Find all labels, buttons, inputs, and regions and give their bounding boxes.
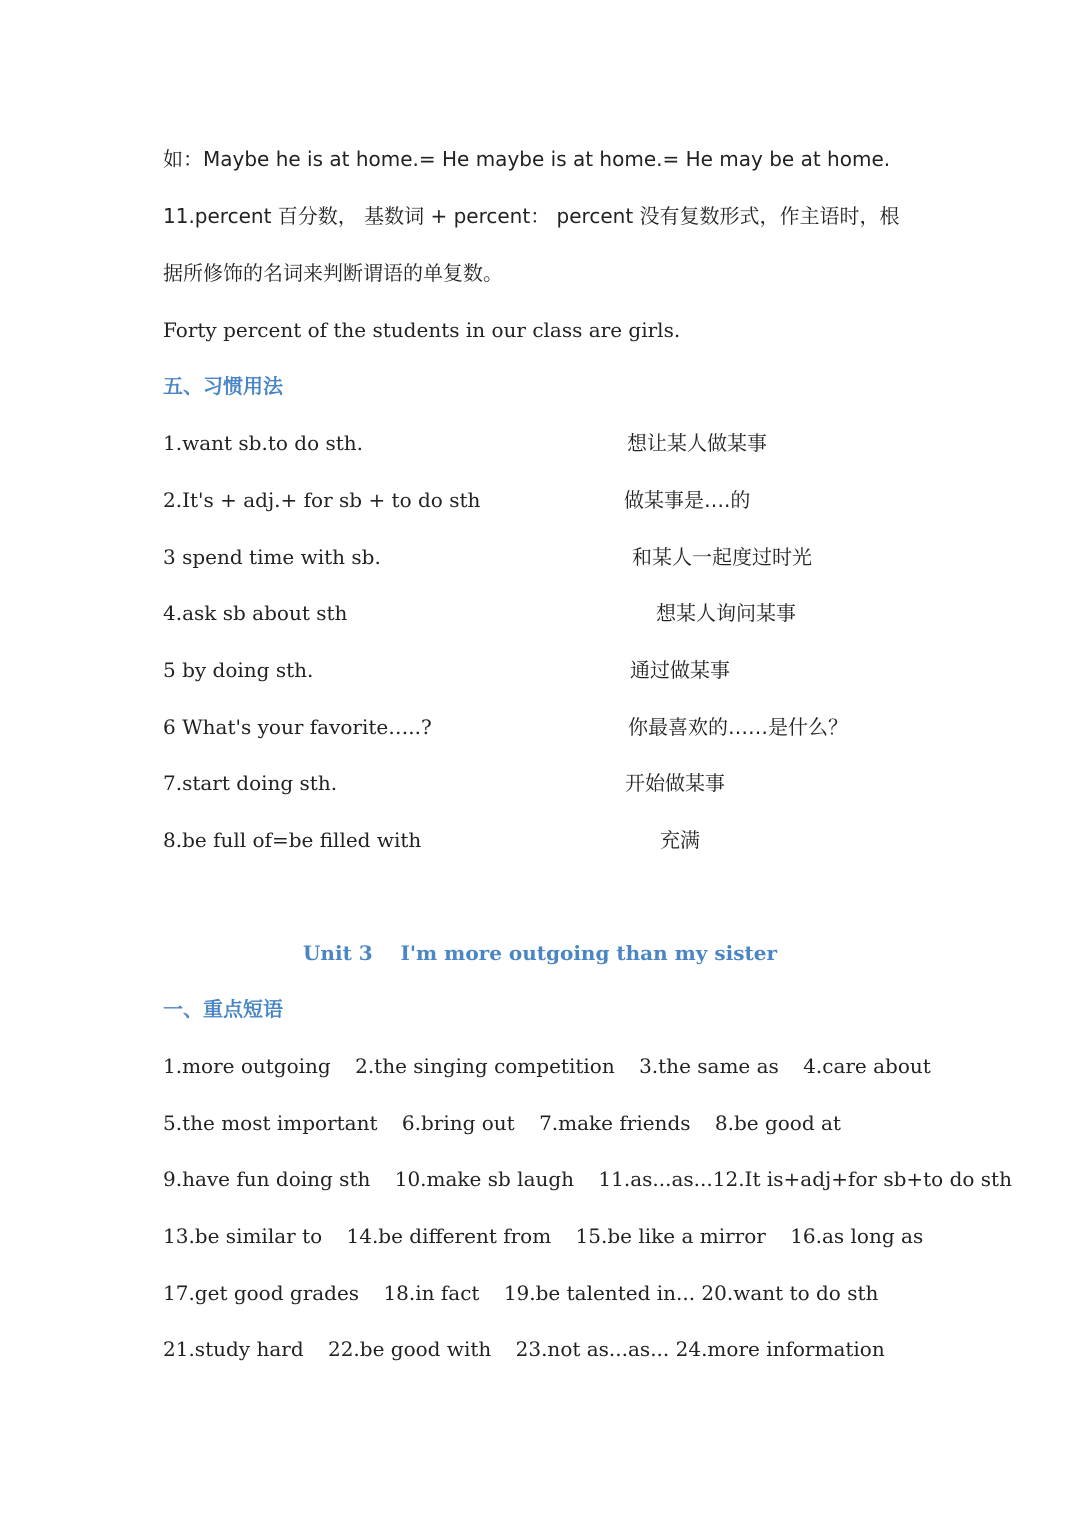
key-phrase: 13.be similar to <box>163 1224 323 1248</box>
key-phrase: 19.be talented in... 20.want to do sth <box>503 1281 879 1305</box>
habit-item-en: 4.ask sb about sth <box>163 601 348 625</box>
key-phrase: 18.in fact <box>383 1281 480 1305</box>
key-phrase-row <box>163 1165 1012 1193</box>
unit-number: Unit 3 <box>302 941 373 965</box>
key-phrase: 3.the same as <box>639 1054 779 1078</box>
percent-rule-line-1: 11.percent 百分数， 基数词 + percent： percent 没有复数形式，作主语时，根 <box>163 204 900 228</box>
key-phrase-row <box>163 1109 841 1137</box>
habit-item-en: 2.It's + adj.+ for sb + to do sth <box>163 488 481 512</box>
key-phrase-row <box>163 1335 885 1363</box>
key-phrase-row <box>163 1222 923 1250</box>
habit-item-cn: 和某人一起度过时光 <box>632 545 812 569</box>
percent-rule-line-2: 据所修饰的名词来判断谓语的单复数。 <box>163 261 503 285</box>
habit-item-en: 7.start doing sth. <box>163 771 338 795</box>
habit-item-cn: 通过做某事 <box>630 658 730 682</box>
percent-example: Forty percent of the students in our class are girls. <box>163 318 681 342</box>
key-phrase: 10.make sb laugh <box>394 1167 575 1191</box>
key-phrase: 22.be good with <box>327 1337 492 1361</box>
key-phrase: 6.bring out <box>401 1111 515 1135</box>
habit-item-en: 5 by doing sth. <box>163 658 314 682</box>
key-phrase: 23.not as...as... 24.more information <box>515 1337 885 1361</box>
key-phrase: 8.be good at <box>714 1111 841 1135</box>
habit-item-en: 8.be full of=be filled with <box>163 828 422 852</box>
habit-item-cn: 想某人询问某事 <box>656 601 796 625</box>
key-phrase: 9.have fun doing sth <box>163 1167 371 1191</box>
key-phrase: 17.get good grades <box>163 1281 360 1305</box>
habit-item-cn: 充满 <box>660 828 700 852</box>
key-phrase-row <box>163 1279 878 1307</box>
habit-item-cn: 做某事是….的 <box>624 488 751 512</box>
habit-item-cn: 你最喜欢的……是什么？ <box>628 715 848 739</box>
habit-item-en: 1.want sb.to do sth. <box>163 431 363 455</box>
key-phrase: 5.the most important <box>163 1111 378 1135</box>
habit-item-en: 6 What's your favorite…..? <box>163 715 432 739</box>
key-phrase: 14.be different from <box>346 1224 552 1248</box>
unit-title <box>0 939 1080 967</box>
key-phrase: 15.be like a mirror <box>575 1224 766 1248</box>
key-phrase: 16.as long as <box>790 1224 924 1248</box>
unit-name: I'm more outgoing than my sister <box>400 941 778 965</box>
section-title-key-phrases: 一、重点短语 <box>163 997 283 1021</box>
example-sentence: 如：Maybe he is at home.= He maybe is at home.= He may be at home. <box>163 147 891 171</box>
key-phrase-row <box>163 1052 931 1080</box>
habit-item-cn: 开始做某事 <box>625 771 725 795</box>
habit-item-en: 3 spend time with sb. <box>163 545 381 569</box>
key-phrase: 21.study hard <box>163 1337 304 1361</box>
key-phrase: 7.make friends <box>539 1111 691 1135</box>
key-phrase: 4.care about <box>803 1054 931 1078</box>
key-phrase: 1.more outgoing <box>163 1054 331 1078</box>
key-phrase: 11.as...as...12.It is+adj+for sb+to do sth <box>598 1167 1012 1191</box>
habit-item-cn: 想让某人做某事 <box>627 431 767 455</box>
key-phrase: 2.the singing competition <box>355 1054 615 1078</box>
section-title-habits: 五、习惯用法 <box>163 374 283 398</box>
